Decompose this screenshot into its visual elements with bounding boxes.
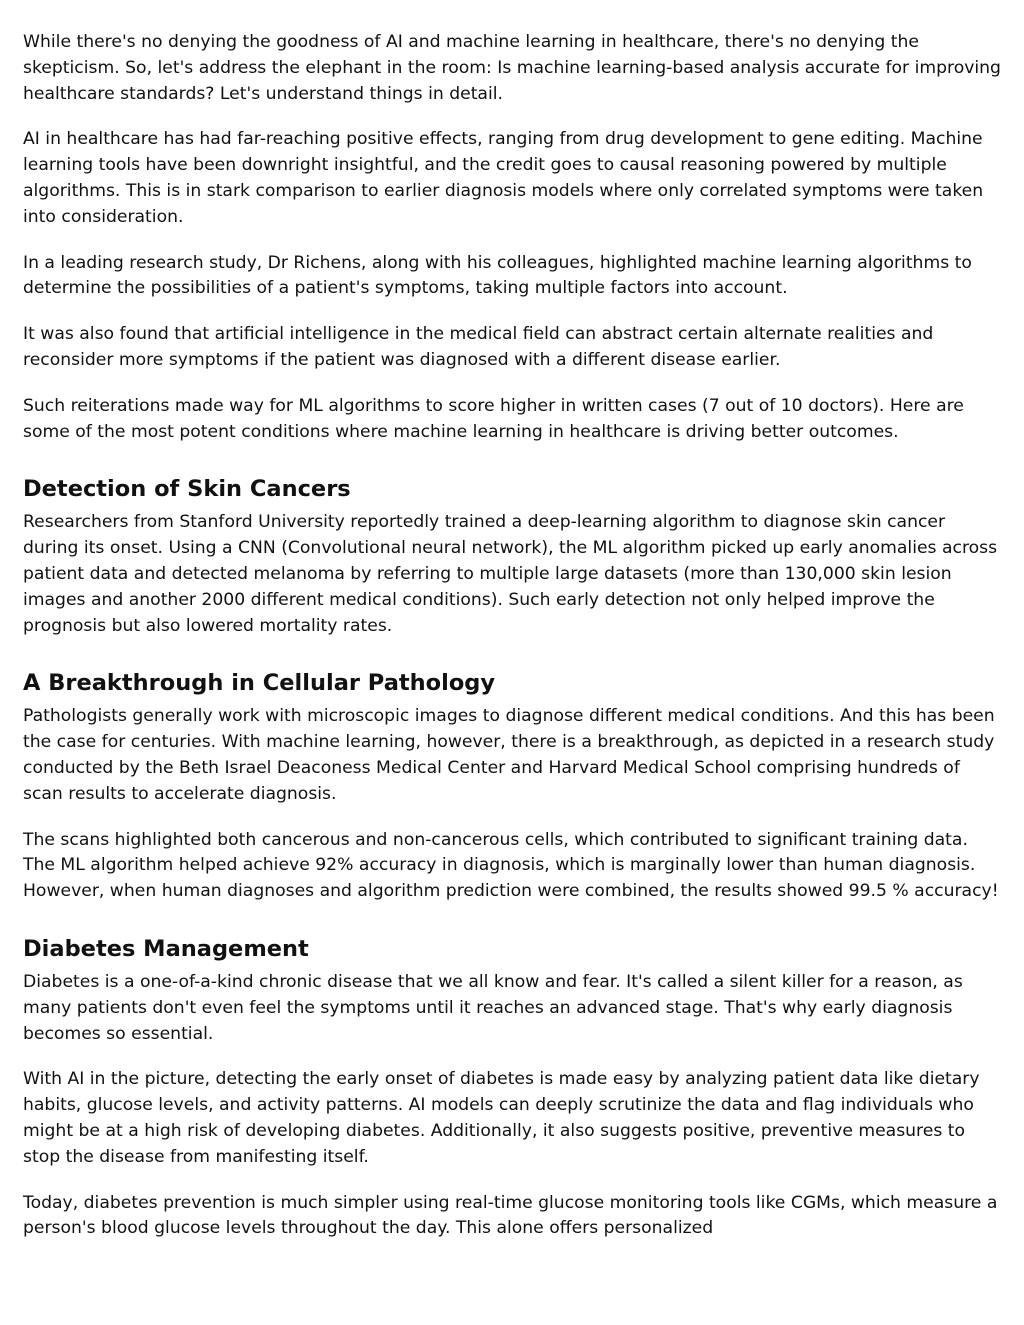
intro-paragraph-2: AI in healthcare has had far-reaching positive effects, ranging from drug development to gene editing. Machine learning tools have been downright insightful, and the credit goes to causal reasoning powered by multiple algorithms. This is in stark comparison to earlier diagnosis models where only correlated symptoms were taken into consideration. — [23, 129, 984, 227]
intro-paragraph-3: In a leading research study, Dr Richens, along with his colleagues, highlighted machine learning algorithms to determine the possibilities of a patient's symptoms, taking multiple factors into account. — [23, 252, 972, 299]
skin-cancer-paragraph-1: Researchers from Stanford University reportedly trained a deep-learning algorithm to diagnose skin cancer during its onset. Using a CNN (Convolutional neural network), the ML algorithm picked up early anomalies across patient data and detected melanoma by referring to multiple large datasets (more than 130,000 skin lesion images and another 2000 different medical conditions). Such early detection not only helped improve the prognosis but also lowered mortality rates. — [23, 512, 998, 636]
diabetes-paragraph-3: Today, diabetes prevention is much simpler using real-time glucose monitoring tools like CGMs, which measure a person's blood glucose levels throughout the day. This alone offers personalized — [23, 1192, 998, 1239]
article-body — [23, 30, 1001, 1262]
diabetes-paragraph-2: With AI in the picture, detecting the early onset of diabetes is made easy by analyzing patient data like dietary habits, glucose levels, and activity patterns. AI models can deeply scrutinize the data and flag individuals who might be at a high risk of developing diabetes. Additionally, it also suggests positive, preventive measures to stop the disease from manifesting itself. — [23, 1069, 980, 1167]
diabetes-paragraph-1: Diabetes is a one-of-a-kind chronic disease that we all know and fear. It's called a silent killer for a reason, as many patients don't even feel the symptoms until it reaches an advanced stage. That's why early diagnosis becomes so essential. — [23, 971, 963, 1044]
intro-paragraph-1: While there's no denying the goodness of AI and machine learning in healthcare, there's no denying the skepticism. So, let's address the elephant in the room: Is machine learning-based analysis accurate for improving healthcare standards? Let's understand things in detail. — [23, 32, 1001, 104]
pathology-paragraph-1: Pathologists generally work with microscopic images to diagnose different medical conditions. And this has been the case for centuries. With machine learning, however, there is a breakthrough, as depicted in a research study conducted by the Beth Israel Deaconess Medical Center and Harvard Medical School comprising hundreds of scan results to accelerate diagnosis. — [23, 706, 995, 804]
section-heading-diabetes: Diabetes Management — [23, 935, 309, 962]
section-heading-cellular-pathology: A Breakthrough in Cellular Pathology — [23, 670, 496, 697]
intro-paragraph-4: It was also found that artificial intelligence in the medical field can abstract certain alternate realities and reconsider more symptoms if the patient was diagnosed with a different disease earlier. — [23, 324, 934, 370]
pathology-paragraph-2: The scans highlighted both cancerous and non-cancerous cells, which contributed to significant training data. The ML algorithm helped achieve 92% accuracy in diagnosis, which is marginally lower than human diagnosis. However, when human diagnoses and algorithm prediction were combined, the results showed 99.5 % accuracy! — [23, 829, 999, 902]
intro-paragraph-5: Such reiterations made way for ML algorithms to score higher in written cases (7 out of 10 doctors). Here are some of the most potent conditions where machine learning in healthcare is driving better outcomes. — [23, 395, 964, 442]
section-heading-skin-cancer: Detection of Skin Cancers — [23, 476, 351, 503]
